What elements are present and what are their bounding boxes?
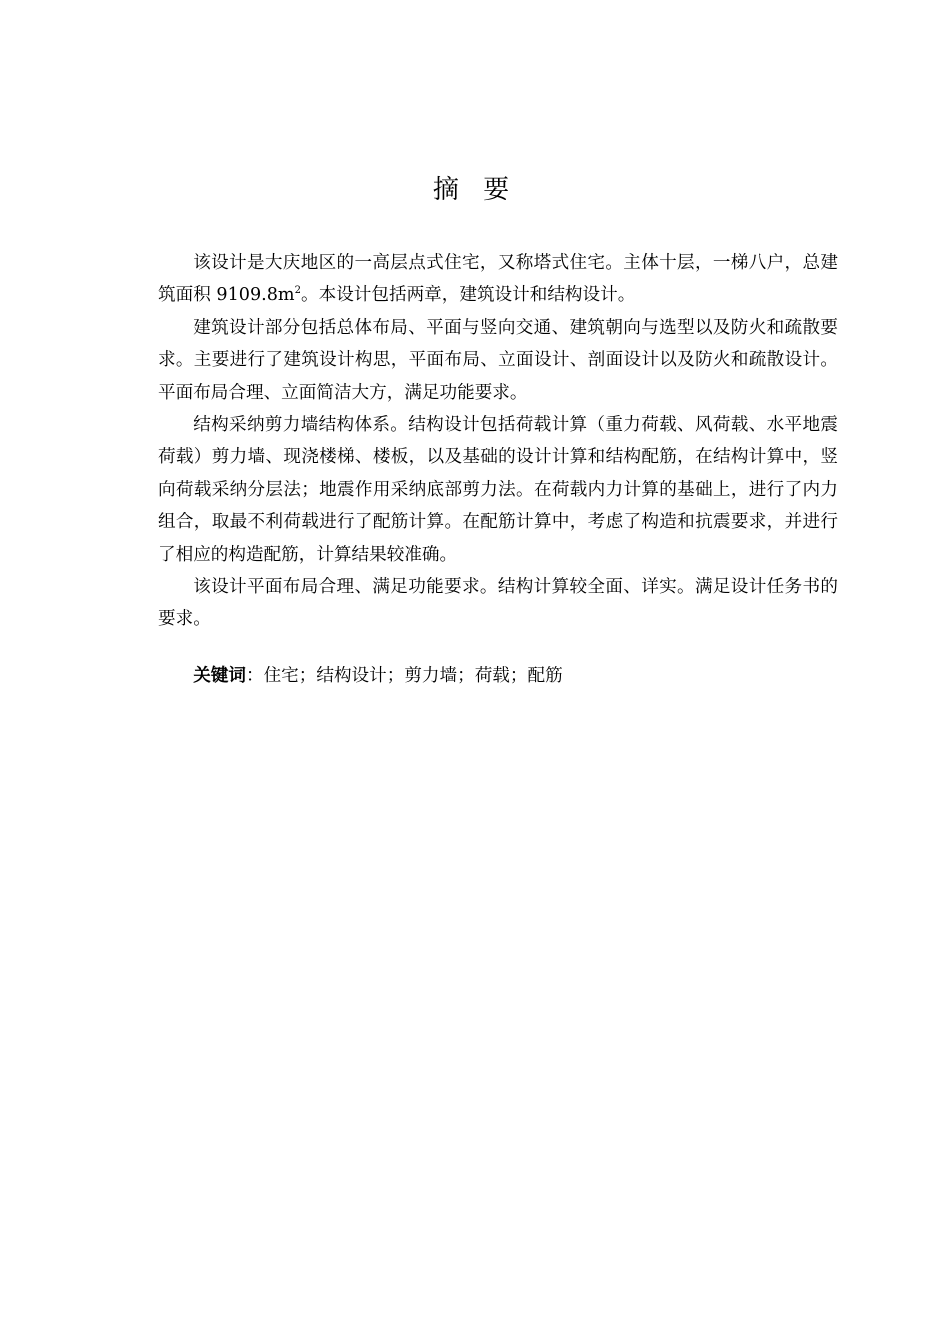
area-unit-superscript: 2 — [294, 285, 301, 297]
abstract-paragraph-4: 该设计平面布局合理、满足功能要求。结构计算较全面、详实。满足设计任务书的要求。 — [158, 577, 838, 630]
paragraph-1-text: 该设计是大庆地区的一高层点式住宅，又称塔式住宅。主体十层，一梯八户，总建筑面积 9109.8m — [158, 253, 838, 306]
abstract-paragraph-3: 结构采纳剪力墙结构体系。结构设计包括荷载计算（重力荷载、风荷载、水平地震荷载）剪力墙、现浇楼梯、楼板，以及基础的设计计算和结构配筋，在结构计算中，竖向荷载采纳分层法；地震作用采纳底部剪力法。在荷载内力计算的基础上，进行了内力组合，取最不利荷载进行了配筋计算。在配筋计算中，考虑了构造和抗震要求，并进行了相应的构造配筋，计算结果较准确。 — [158, 415, 838, 565]
paragraph-1-tail: 。本设计包括两章，建筑设计和结构设计。 — [301, 285, 636, 306]
keywords-list: ：住宅；结构设计；剪力墙；荷载；配筋 — [245, 666, 563, 686]
keywords-label: 关键词 — [193, 666, 246, 686]
abstract-body — [158, 247, 838, 636]
keywords-line — [158, 660, 838, 692]
abstract-title: 摘 要 — [432, 175, 518, 205]
abstract-paragraph-1 — [158, 247, 838, 312]
abstract-paragraph-2: 建筑设计部分包括总体布局、平面与竖向交通、建筑朝向与选型以及防火和疏散要求。主要进行了建筑设计构思，平面布局、立面设计、剖面设计以及防火和疏散设计。平面布局合理、立面简洁大方，满足功能要求。 — [158, 317, 838, 403]
